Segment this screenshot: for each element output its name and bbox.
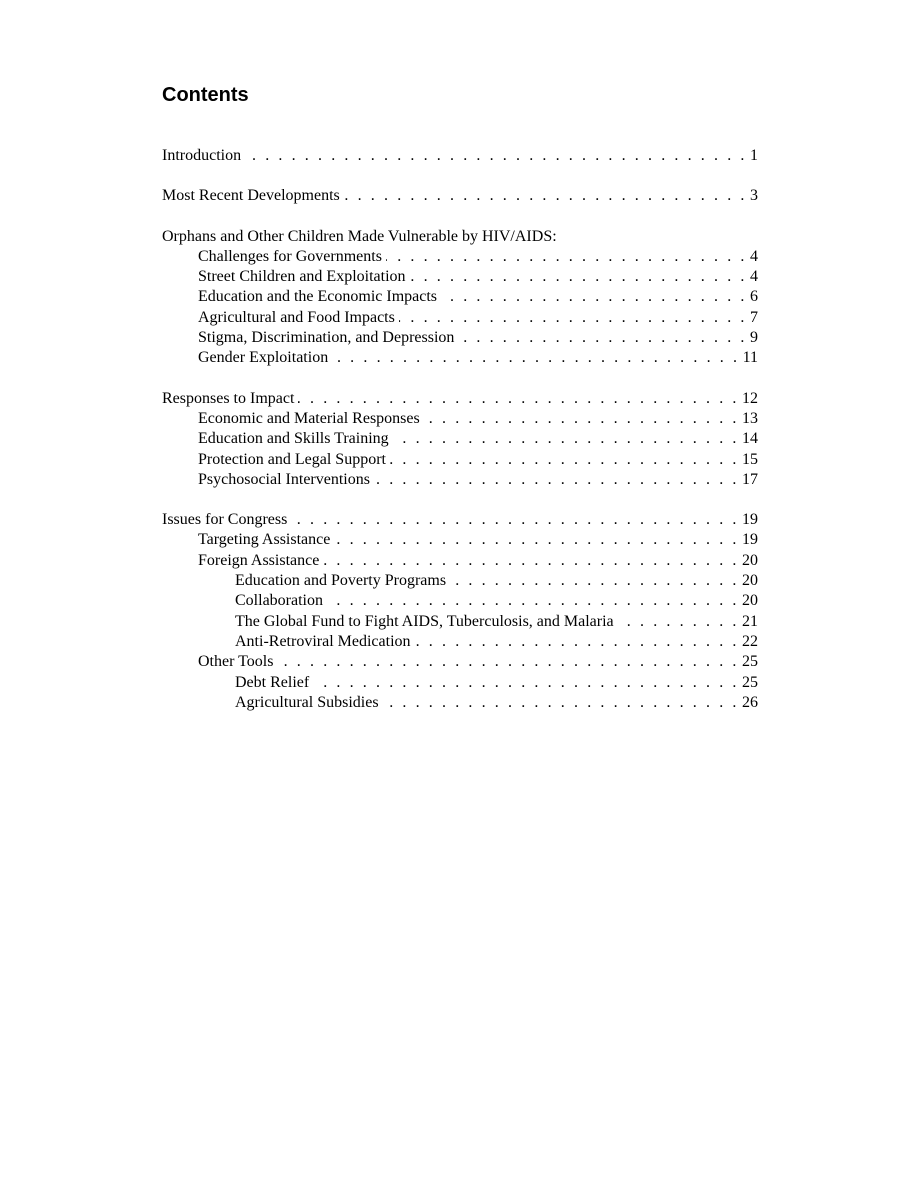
toc-entry-gender-exploitation[interactable] [162, 348, 758, 368]
toc-entry-page: 1 [750, 147, 758, 164]
toc-heading-orphans [162, 227, 758, 247]
dot-leader [344, 186, 747, 206]
toc-entry-page: 21 [742, 612, 758, 630]
toc-entry-label: Introduction [162, 147, 242, 164]
dot-leader [334, 530, 739, 550]
toc-entry-label: Foreign Assistance [198, 551, 320, 569]
toc-entry-page: 7 [750, 308, 758, 326]
toc-entry-page: 20 [742, 592, 758, 610]
toc-entry-global-fund[interactable] [162, 612, 758, 632]
dot-leader [450, 571, 739, 591]
toc-entry-page: 14 [742, 430, 758, 448]
toc-entry-targeting[interactable] [162, 530, 758, 550]
dot-leader [383, 693, 739, 713]
toc-entry-protection-legal[interactable] [162, 450, 758, 470]
toc-group-recent [162, 186, 758, 206]
toc-entry-recent-developments[interactable] [162, 186, 758, 206]
table-of-contents [162, 146, 758, 733]
toc-entry-stigma[interactable] [162, 328, 758, 348]
toc-group-introduction [162, 146, 758, 166]
dot-leader [390, 450, 739, 470]
dot-leader [393, 429, 739, 449]
toc-entry-economic-material[interactable] [162, 409, 758, 429]
toc-entry-label: Most Recent Developments [162, 187, 340, 205]
dot-leader [415, 632, 739, 652]
toc-entry-street-children[interactable] [162, 267, 758, 287]
dot-leader [327, 591, 739, 611]
toc-entry-page: 4 [750, 268, 758, 286]
toc-entry-page: 4 [750, 247, 758, 265]
toc-entry-page: 20 [742, 572, 758, 590]
toc-entry-agricultural-food[interactable] [162, 308, 758, 328]
toc-entry-page: 9 [750, 329, 758, 347]
toc-entry-education-poverty[interactable] [162, 571, 758, 591]
toc-entry-anti-retroviral[interactable] [162, 632, 758, 652]
toc-entry-label: Targeting Assistance [198, 531, 331, 549]
toc-entry-collaboration[interactable] [162, 591, 758, 611]
toc-entry-label: Issues for Congress [162, 511, 288, 529]
toc-entry-label: Stigma, Discrimination, and Depression [198, 329, 455, 347]
toc-entry-education-economic[interactable] [162, 287, 758, 307]
toc-entry-label: Responses to Impact [162, 389, 295, 407]
toc-entry-issues-congress[interactable] [162, 510, 758, 530]
toc-entry-label: Economic and Material Responses [198, 409, 420, 427]
toc-entry-label: Education and Skills Training [198, 430, 389, 448]
toc-entry-label: Anti-Retroviral Medication [235, 632, 411, 650]
toc-entry-page: 19 [742, 531, 758, 549]
toc-entry-page: 11 [742, 349, 758, 367]
toc-entry-introduction[interactable] [162, 146, 758, 166]
toc-entry-page: 19 [742, 511, 758, 529]
dot-leader [277, 652, 739, 672]
toc-entry-education-skills[interactable] [162, 429, 758, 449]
toc-entry-agricultural-subsidies[interactable] [162, 693, 758, 713]
toc-entry-page: 15 [742, 450, 758, 468]
toc-entry-page: 3 [750, 187, 758, 205]
toc-entry-page: 6 [750, 288, 758, 306]
toc-entry-label: Education and the Economic Impacts [198, 288, 438, 306]
dot-leader [618, 612, 739, 632]
dot-leader [298, 389, 739, 409]
dot-leader [441, 287, 747, 307]
toc-entry-foreign-assistance[interactable] [162, 551, 758, 571]
dot-leader [291, 510, 739, 530]
toc-entry-label: Gender Exploitation [198, 349, 329, 367]
toc-entry-label: Collaboration [235, 592, 323, 610]
dot-leader [410, 267, 747, 287]
dot-leader [399, 308, 747, 328]
toc-group-orphans [162, 227, 758, 369]
toc-entry-label: Debt Relief [235, 673, 310, 691]
dot-leader [332, 348, 739, 368]
toc-entry-challenges[interactable] [162, 247, 758, 267]
toc-entry-page: 17 [742, 470, 758, 488]
toc-entry-page: 25 [742, 673, 758, 691]
dot-leader [323, 551, 739, 571]
page-title: Contents [162, 84, 249, 106]
toc-entry-label: Psychosocial Interventions [198, 470, 370, 488]
toc-entry-label: Challenges for Governments [198, 247, 382, 265]
toc-entry-psychosocial[interactable] [162, 470, 758, 490]
toc-entry-page: 20 [742, 551, 758, 569]
toc-heading-label: Orphans and Other Children Made Vulnerable by HIV/AIDS: [162, 227, 557, 245]
dot-leader [424, 409, 739, 429]
toc-entry-page: 25 [742, 653, 758, 671]
toc-entry-label: Education and Poverty Programs [235, 572, 447, 590]
toc-entry-label: Agricultural and Food Impacts [198, 308, 395, 326]
toc-group-responses [162, 389, 758, 490]
toc-entry-page: 22 [742, 632, 758, 650]
toc-entry-page: 13 [742, 409, 758, 427]
toc-entry-label: Street Children and Exploitation [198, 268, 406, 286]
dot-leader [386, 247, 747, 267]
toc-entry-label: The Global Fund to Fight AIDS, Tuberculosis, and Malaria [235, 612, 614, 630]
dot-leader [245, 146, 747, 166]
dot-leader [374, 470, 739, 490]
toc-entry-label: Other Tools [198, 653, 274, 671]
toc-group-congress [162, 510, 758, 713]
toc-entry-label: Protection and Legal Support [198, 450, 386, 468]
dot-leader [313, 673, 739, 693]
toc-entry-label: Agricultural Subsidies [235, 693, 379, 711]
dot-leader [458, 328, 747, 348]
toc-entry-page: 12 [742, 389, 758, 407]
toc-entry-page: 26 [742, 693, 758, 711]
toc-entry-other-tools[interactable] [162, 652, 758, 672]
toc-entry-debt-relief[interactable] [162, 673, 758, 693]
toc-entry-responses[interactable] [162, 389, 758, 409]
